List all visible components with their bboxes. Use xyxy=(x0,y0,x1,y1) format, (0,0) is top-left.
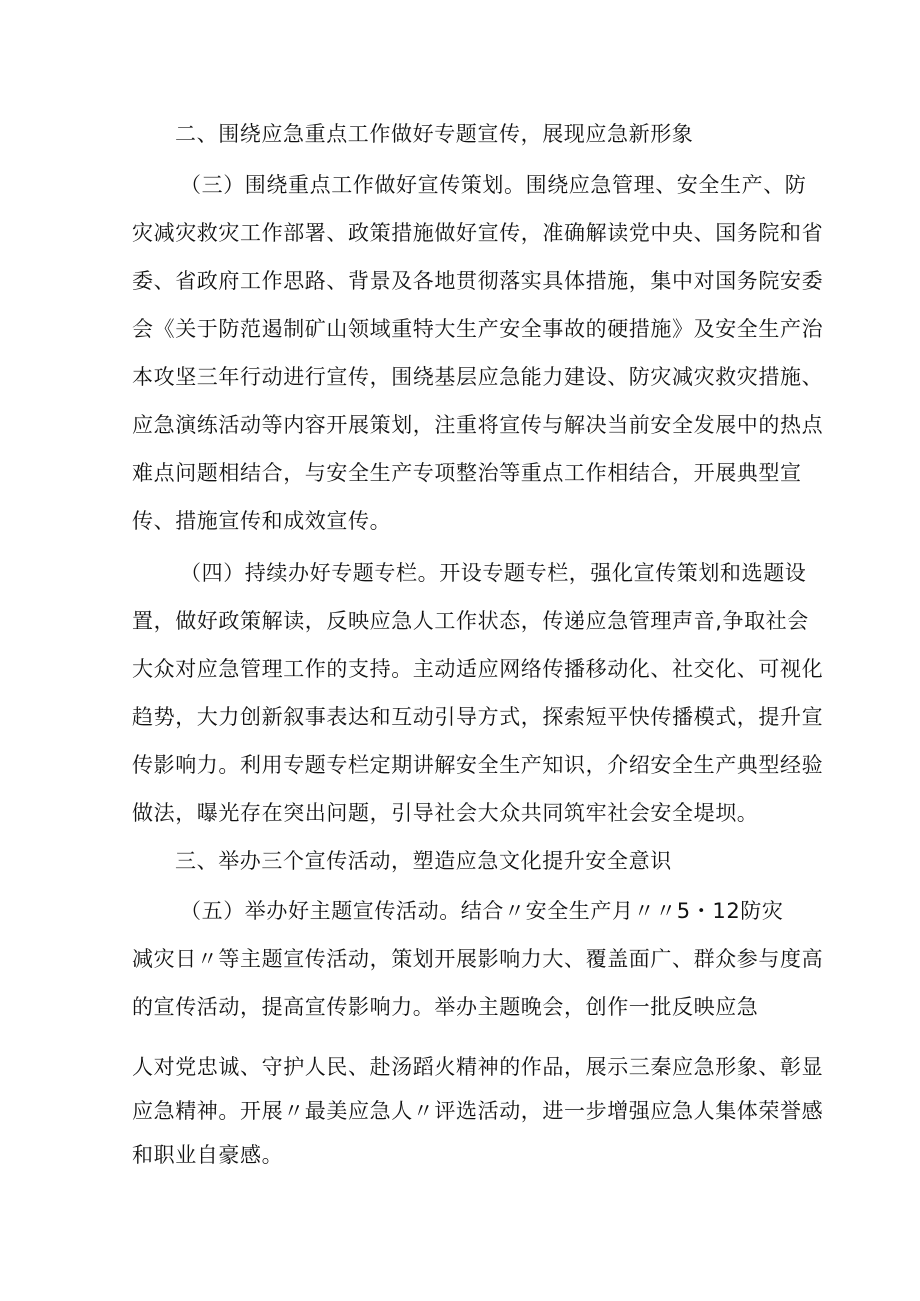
paragraph-line: 难点问题相结合，与安全生产专项整治等重点工作相结合，开展典型宣 xyxy=(132,461,802,485)
section-heading: 三、举办三个宣传活动，塑造应急文化提升安全意识 xyxy=(175,849,672,873)
paragraph-line: 会《关于防范遏制矿山领域重特大生产安全事故的硬措施》及安全生产治 xyxy=(132,317,824,341)
paragraph-line: 应急精神。开展〃最美应急人〃评选活动，进一步增强应急人集体荣誉感 xyxy=(132,1099,824,1123)
paragraph-line: 做法，曝光存在突出问题，引导社会大众共同筑牢社会安全堤坝。 xyxy=(132,801,759,825)
paragraph-line: （三）围绕重点工作做好宣传策划。围绕应急管理、安全生产、防 xyxy=(180,173,807,197)
paragraph-line: 趋势，大力创新叙事表达和互动引导方式，探索短平快传播模式，提升宣 xyxy=(132,705,824,729)
paragraph-line: 传、措施宣传和成效宣传。 xyxy=(132,509,392,533)
paragraph-line: 大众对应急管理工作的支持。主动适应网络传播移动化、社交化、可视化 xyxy=(132,657,824,681)
paragraph-line: 委、省政府工作思路、背景及各地贯彻落实具体措施，集中对国务院安委 xyxy=(132,269,824,293)
paragraph-line: 应急演练活动等内容开展策划，注重将宣传与解决当前安全发展中的热点 xyxy=(132,413,824,437)
paragraph-line: 本攻坚三年行动进行宣传，围绕基层应急能力建设、防灾减灾救灾措施、 xyxy=(132,365,824,389)
paragraph-line: 灾减灾救灾工作部署、政策措施做好宣传，准确解读党中央、国务院和省 xyxy=(132,221,824,245)
section-heading: 二、围绕应急重点工作做好专题宣传，展现应急新形象 xyxy=(175,122,694,146)
paragraph-line: 减灾日〃等主题宣传活动，策划开展影响力大、覆盖面广、群众参与度高 xyxy=(132,947,824,971)
paragraph-line: （四）持续办好专题专栏。开设专题专栏，强化宣传策划和选题设 xyxy=(180,561,807,585)
paragraph-line: （五）举办好主题宣传活动。结合〃安全生产月〃〃5・12防灾 xyxy=(180,899,784,923)
paragraph-line: 和职业自豪感。 xyxy=(132,1143,284,1167)
paragraph-line: 传影响力。利用专题专栏定期讲解安全生产知识，介绍安全生产典型经验 xyxy=(132,753,824,777)
paragraph-line: 人对党忠诚、守护人民、赴汤蹈火精神的作品，展示三秦应急形象、彰显 xyxy=(132,1055,824,1079)
paragraph-line: 的宣传活动，提高宣传影响力。举办主题晚会，创作一批反映应急 xyxy=(132,995,759,1019)
paragraph-line: 置，做好政策解读，反映应急人工作状态，传递应急管理声音,争取社会 xyxy=(132,609,809,633)
